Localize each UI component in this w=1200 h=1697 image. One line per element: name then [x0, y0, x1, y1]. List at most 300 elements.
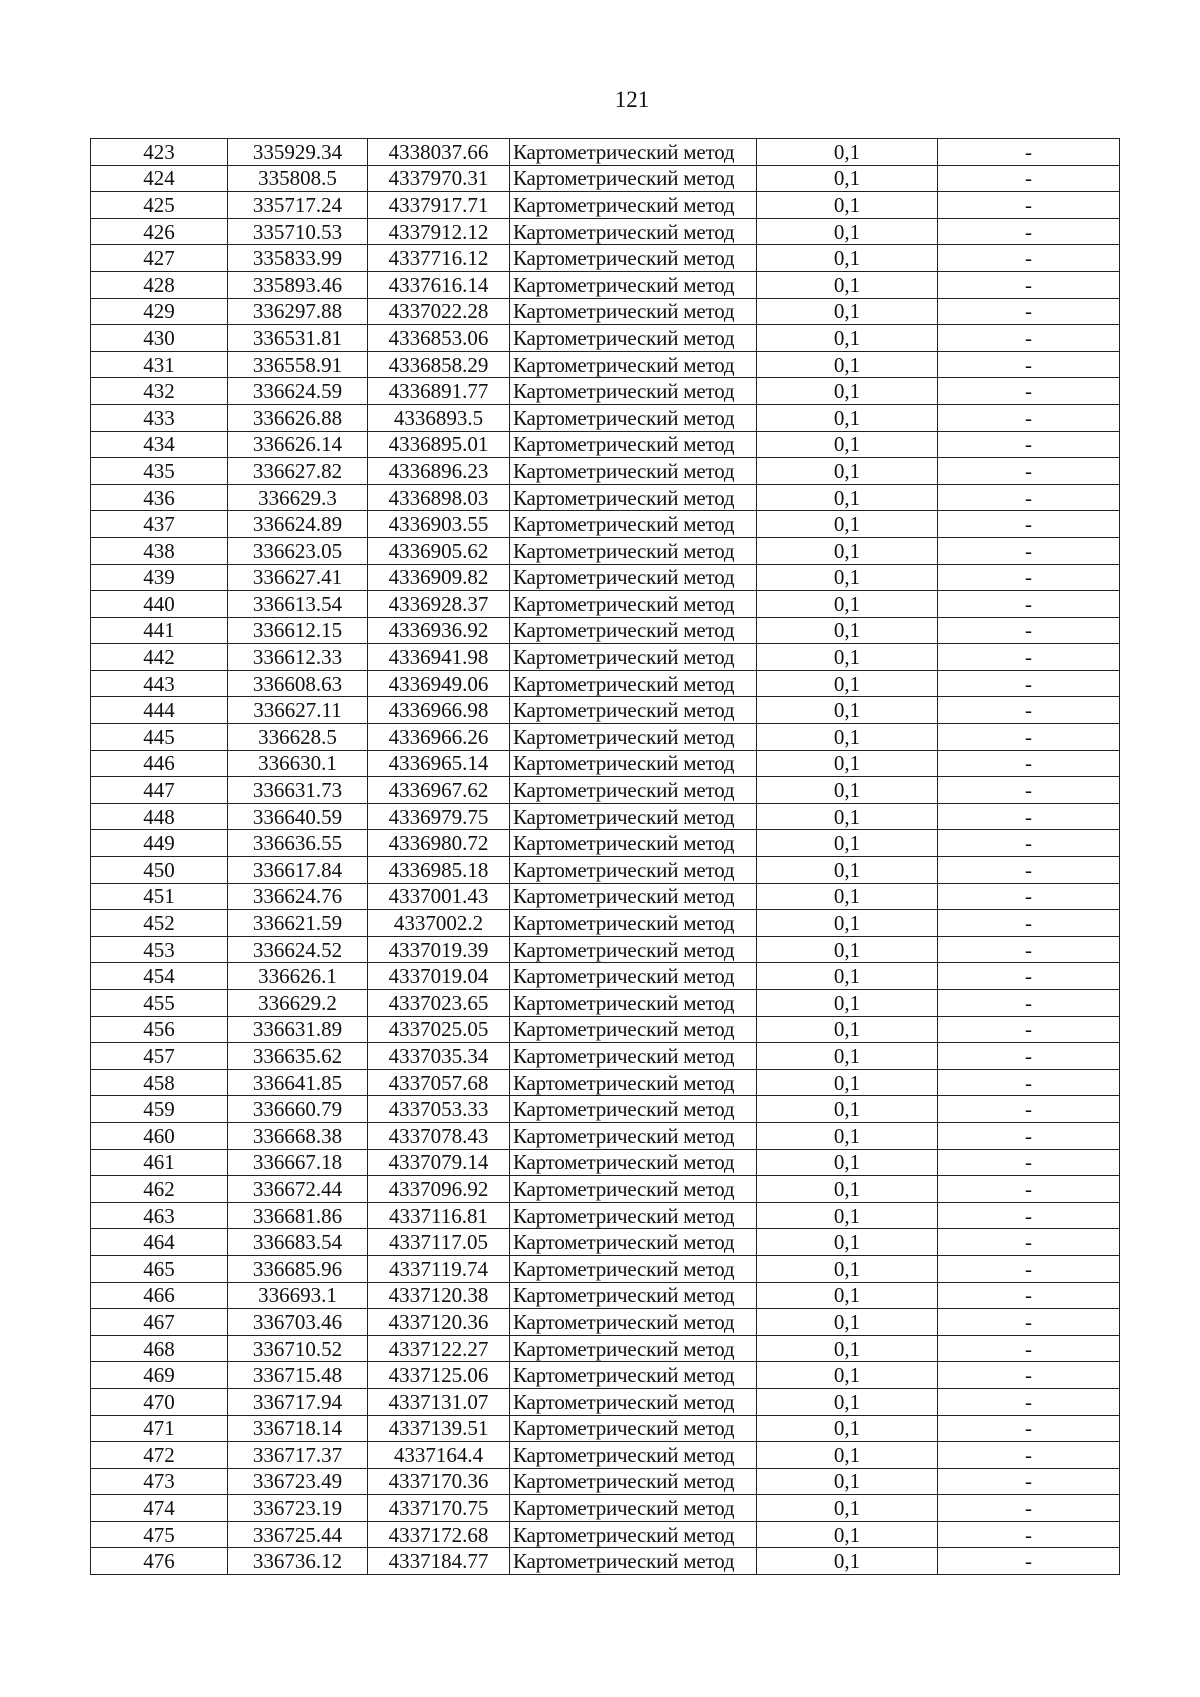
x-coordinate-cell: 336297.88	[228, 298, 368, 325]
y-coordinate-cell: 4337025.05	[368, 1016, 510, 1043]
x-coordinate-cell: 335808.5	[228, 165, 368, 192]
table-row	[91, 750, 1120, 777]
x-coordinate-cell: 336624.76	[228, 883, 368, 910]
point-number-cell: 451	[91, 883, 228, 910]
accuracy-cell: 0,1	[757, 803, 938, 830]
accuracy-cell: 0,1	[757, 936, 938, 963]
table-row	[91, 271, 1120, 298]
point-number-cell: 474	[91, 1495, 228, 1522]
point-number-cell: 432	[91, 378, 228, 405]
table-row	[91, 511, 1120, 538]
note-cell: -	[938, 1468, 1120, 1495]
method-cell: Картометрический метод	[510, 325, 757, 352]
accuracy-cell: 0,1	[757, 750, 938, 777]
y-coordinate-cell: 4337035.34	[368, 1043, 510, 1070]
table-row	[91, 617, 1120, 644]
table-row	[91, 1548, 1120, 1575]
table-row	[91, 325, 1120, 352]
x-coordinate-cell: 336612.33	[228, 644, 368, 671]
x-coordinate-cell: 336624.52	[228, 936, 368, 963]
y-coordinate-cell: 4337170.36	[368, 1468, 510, 1495]
y-coordinate-cell: 4337172.68	[368, 1521, 510, 1548]
method-cell: Картометрический метод	[510, 936, 757, 963]
note-cell: -	[938, 1255, 1120, 1282]
accuracy-cell: 0,1	[757, 617, 938, 644]
point-number-cell: 443	[91, 670, 228, 697]
accuracy-cell: 0,1	[757, 1548, 938, 1575]
method-cell: Картометрический метод	[510, 271, 757, 298]
method-cell: Картометрический метод	[510, 1521, 757, 1548]
point-number-cell: 428	[91, 271, 228, 298]
accuracy-cell: 0,1	[757, 1202, 938, 1229]
accuracy-cell: 0,1	[757, 431, 938, 458]
note-cell: -	[938, 511, 1120, 538]
method-cell: Картометрический метод	[510, 1043, 757, 1070]
y-coordinate-cell: 4337120.36	[368, 1309, 510, 1336]
method-cell: Картометрический метод	[510, 1229, 757, 1256]
point-number-cell: 468	[91, 1335, 228, 1362]
y-coordinate-cell: 4337184.77	[368, 1548, 510, 1575]
point-number-cell: 434	[91, 431, 228, 458]
point-number-cell: 455	[91, 990, 228, 1017]
method-cell: Картометрический метод	[510, 777, 757, 804]
y-coordinate-cell: 4336985.18	[368, 857, 510, 884]
accuracy-cell: 0,1	[757, 1415, 938, 1442]
y-coordinate-cell: 4336936.92	[368, 617, 510, 644]
table-row	[91, 1388, 1120, 1415]
method-cell: Картометрический метод	[510, 1415, 757, 1442]
table-row	[91, 1229, 1120, 1256]
method-cell: Картометрический метод	[510, 1282, 757, 1309]
note-cell: -	[938, 1282, 1120, 1309]
x-coordinate-cell: 336685.96	[228, 1255, 368, 1282]
x-coordinate-cell: 336683.54	[228, 1229, 368, 1256]
accuracy-cell: 0,1	[757, 1388, 938, 1415]
method-cell: Картометрический метод	[510, 351, 757, 378]
note-cell: -	[938, 1388, 1120, 1415]
point-number-cell: 435	[91, 458, 228, 485]
table-row	[91, 910, 1120, 937]
note-cell: -	[938, 298, 1120, 325]
point-number-cell: 463	[91, 1202, 228, 1229]
table-row	[91, 484, 1120, 511]
y-coordinate-cell: 4337022.28	[368, 298, 510, 325]
table-row	[91, 670, 1120, 697]
method-cell: Картометрический метод	[510, 218, 757, 245]
accuracy-cell: 0,1	[757, 883, 938, 910]
method-cell: Картометрический метод	[510, 431, 757, 458]
x-coordinate-cell: 336668.38	[228, 1122, 368, 1149]
note-cell: -	[938, 1202, 1120, 1229]
x-coordinate-cell: 335929.34	[228, 139, 368, 166]
table-row	[91, 245, 1120, 272]
point-number-cell: 442	[91, 644, 228, 671]
point-number-cell: 441	[91, 617, 228, 644]
y-coordinate-cell: 4337119.74	[368, 1255, 510, 1282]
accuracy-cell: 0,1	[757, 1362, 938, 1389]
accuracy-cell: 0,1	[757, 591, 938, 618]
note-cell: -	[938, 404, 1120, 431]
y-coordinate-cell: 4337912.12	[368, 218, 510, 245]
method-cell: Картометрический метод	[510, 724, 757, 751]
accuracy-cell: 0,1	[757, 830, 938, 857]
method-cell: Картометрический метод	[510, 1122, 757, 1149]
y-coordinate-cell: 4337116.81	[368, 1202, 510, 1229]
x-coordinate-cell: 336631.73	[228, 777, 368, 804]
x-coordinate-cell: 336672.44	[228, 1176, 368, 1203]
table-row	[91, 1149, 1120, 1176]
note-cell: -	[938, 857, 1120, 884]
point-number-cell: 453	[91, 936, 228, 963]
method-cell: Картометрический метод	[510, 139, 757, 166]
method-cell: Картометрический метод	[510, 750, 757, 777]
y-coordinate-cell: 4336966.98	[368, 697, 510, 724]
accuracy-cell: 0,1	[757, 1335, 938, 1362]
x-coordinate-cell: 336621.59	[228, 910, 368, 937]
x-coordinate-cell: 336627.41	[228, 564, 368, 591]
x-coordinate-cell: 335717.24	[228, 192, 368, 219]
y-coordinate-cell: 4337616.14	[368, 271, 510, 298]
point-number-cell: 472	[91, 1442, 228, 1469]
x-coordinate-cell: 336660.79	[228, 1096, 368, 1123]
table-row	[91, 1069, 1120, 1096]
y-coordinate-cell: 4336898.03	[368, 484, 510, 511]
point-number-cell: 424	[91, 165, 228, 192]
accuracy-cell: 0,1	[757, 1122, 938, 1149]
accuracy-cell: 0,1	[757, 1043, 938, 1070]
accuracy-cell: 0,1	[757, 1069, 938, 1096]
y-coordinate-cell: 4337053.33	[368, 1096, 510, 1123]
method-cell: Картометрический метод	[510, 1442, 757, 1469]
y-coordinate-cell: 4337019.04	[368, 963, 510, 990]
table-row	[91, 1468, 1120, 1495]
table-row	[91, 458, 1120, 485]
note-cell: -	[938, 644, 1120, 671]
point-number-cell: 448	[91, 803, 228, 830]
table-row	[91, 1309, 1120, 1336]
note-cell: -	[938, 963, 1120, 990]
point-number-cell: 458	[91, 1069, 228, 1096]
note-cell: -	[938, 1096, 1120, 1123]
point-number-cell: 444	[91, 697, 228, 724]
point-number-cell: 456	[91, 1016, 228, 1043]
point-number-cell: 465	[91, 1255, 228, 1282]
x-coordinate-cell: 336624.89	[228, 511, 368, 538]
y-coordinate-cell: 4337970.31	[368, 165, 510, 192]
note-cell: -	[938, 1362, 1120, 1389]
accuracy-cell: 0,1	[757, 245, 938, 272]
table-row	[91, 724, 1120, 751]
method-cell: Картометрический метод	[510, 857, 757, 884]
point-number-cell: 445	[91, 724, 228, 751]
method-cell: Картометрический метод	[510, 245, 757, 272]
accuracy-cell: 0,1	[757, 1149, 938, 1176]
note-cell: -	[938, 1149, 1120, 1176]
x-coordinate-cell: 336631.89	[228, 1016, 368, 1043]
table-row	[91, 990, 1120, 1017]
y-coordinate-cell: 4336967.62	[368, 777, 510, 804]
y-coordinate-cell: 4336980.72	[368, 830, 510, 857]
x-coordinate-cell: 336612.15	[228, 617, 368, 644]
method-cell: Картометрический метод	[510, 591, 757, 618]
y-coordinate-cell: 4336895.01	[368, 431, 510, 458]
note-cell: -	[938, 537, 1120, 564]
note-cell: -	[938, 617, 1120, 644]
point-number-cell: 425	[91, 192, 228, 219]
x-coordinate-cell: 336710.52	[228, 1335, 368, 1362]
note-cell: -	[938, 803, 1120, 830]
table-row	[91, 378, 1120, 405]
x-coordinate-cell: 336715.48	[228, 1362, 368, 1389]
point-number-cell: 438	[91, 537, 228, 564]
note-cell: -	[938, 1335, 1120, 1362]
y-coordinate-cell: 4337164.4	[368, 1442, 510, 1469]
accuracy-cell: 0,1	[757, 644, 938, 671]
table-row	[91, 1442, 1120, 1469]
table-row	[91, 1202, 1120, 1229]
method-cell: Картометрический метод	[510, 1149, 757, 1176]
table-row	[91, 165, 1120, 192]
point-number-cell: 457	[91, 1043, 228, 1070]
accuracy-cell: 0,1	[757, 990, 938, 1017]
point-number-cell: 473	[91, 1468, 228, 1495]
y-coordinate-cell: 4336909.82	[368, 564, 510, 591]
note-cell: -	[938, 458, 1120, 485]
y-coordinate-cell: 4338037.66	[368, 139, 510, 166]
method-cell: Картометрический метод	[510, 670, 757, 697]
accuracy-cell: 0,1	[757, 271, 938, 298]
note-cell: -	[938, 750, 1120, 777]
method-cell: Картометрический метод	[510, 1388, 757, 1415]
accuracy-cell: 0,1	[757, 1442, 938, 1469]
y-coordinate-cell: 4336949.06	[368, 670, 510, 697]
table-row	[91, 591, 1120, 618]
point-number-cell: 439	[91, 564, 228, 591]
note-cell: -	[938, 431, 1120, 458]
point-number-cell: 464	[91, 1229, 228, 1256]
table-row	[91, 431, 1120, 458]
method-cell: Картометрический метод	[510, 830, 757, 857]
method-cell: Картометрический метод	[510, 165, 757, 192]
y-coordinate-cell: 4336893.5	[368, 404, 510, 431]
x-coordinate-cell: 336623.05	[228, 537, 368, 564]
note-cell: -	[938, 1176, 1120, 1203]
table-row	[91, 1415, 1120, 1442]
x-coordinate-cell: 335710.53	[228, 218, 368, 245]
method-cell: Картометрический метод	[510, 458, 757, 485]
coordinates-table-body	[91, 139, 1120, 1575]
table-row	[91, 139, 1120, 166]
point-number-cell: 476	[91, 1548, 228, 1575]
point-number-cell: 475	[91, 1521, 228, 1548]
note-cell: -	[938, 1069, 1120, 1096]
x-coordinate-cell: 336703.46	[228, 1309, 368, 1336]
y-coordinate-cell: 4337139.51	[368, 1415, 510, 1442]
y-coordinate-cell: 4336896.23	[368, 458, 510, 485]
table-row	[91, 1255, 1120, 1282]
x-coordinate-cell: 336636.55	[228, 830, 368, 857]
table-row	[91, 537, 1120, 564]
note-cell: -	[938, 990, 1120, 1017]
x-coordinate-cell: 336617.84	[228, 857, 368, 884]
table-row	[91, 936, 1120, 963]
method-cell: Картометрический метод	[510, 990, 757, 1017]
method-cell: Картометрический метод	[510, 1335, 757, 1362]
y-coordinate-cell: 4336928.37	[368, 591, 510, 618]
point-number-cell: 471	[91, 1415, 228, 1442]
y-coordinate-cell: 4337117.05	[368, 1229, 510, 1256]
note-cell: -	[938, 139, 1120, 166]
y-coordinate-cell: 4337170.75	[368, 1495, 510, 1522]
accuracy-cell: 0,1	[757, 404, 938, 431]
table-row	[91, 192, 1120, 219]
y-coordinate-cell: 4337001.43	[368, 883, 510, 910]
point-number-cell: 450	[91, 857, 228, 884]
method-cell: Картометрический метод	[510, 404, 757, 431]
accuracy-cell: 0,1	[757, 351, 938, 378]
table-row	[91, 1495, 1120, 1522]
note-cell: -	[938, 910, 1120, 937]
point-number-cell: 449	[91, 830, 228, 857]
method-cell: Картометрический метод	[510, 537, 757, 564]
x-coordinate-cell: 336624.59	[228, 378, 368, 405]
x-coordinate-cell: 336628.5	[228, 724, 368, 751]
method-cell: Картометрический метод	[510, 1309, 757, 1336]
point-number-cell: 431	[91, 351, 228, 378]
method-cell: Картометрический метод	[510, 564, 757, 591]
note-cell: -	[938, 1415, 1120, 1442]
method-cell: Картометрический метод	[510, 803, 757, 830]
accuracy-cell: 0,1	[757, 963, 938, 990]
x-coordinate-cell: 336681.86	[228, 1202, 368, 1229]
accuracy-cell: 0,1	[757, 777, 938, 804]
table-row	[91, 351, 1120, 378]
accuracy-cell: 0,1	[757, 697, 938, 724]
page-number: 121	[614, 87, 650, 112]
accuracy-cell: 0,1	[757, 139, 938, 166]
method-cell: Картометрический метод	[510, 617, 757, 644]
accuracy-cell: 0,1	[757, 564, 938, 591]
point-number-cell: 436	[91, 484, 228, 511]
y-coordinate-cell: 4336905.62	[368, 537, 510, 564]
point-number-cell: 440	[91, 591, 228, 618]
table-row	[91, 1096, 1120, 1123]
y-coordinate-cell: 4337125.06	[368, 1362, 510, 1389]
x-coordinate-cell: 336558.91	[228, 351, 368, 378]
x-coordinate-cell: 336629.2	[228, 990, 368, 1017]
accuracy-cell: 0,1	[757, 1176, 938, 1203]
note-cell: -	[938, 245, 1120, 272]
y-coordinate-cell: 4337120.38	[368, 1282, 510, 1309]
table-row	[91, 564, 1120, 591]
accuracy-cell: 0,1	[757, 458, 938, 485]
note-cell: -	[938, 271, 1120, 298]
method-cell: Картометрический метод	[510, 1548, 757, 1575]
accuracy-cell: 0,1	[757, 1255, 938, 1282]
x-coordinate-cell: 336531.81	[228, 325, 368, 352]
method-cell: Картометрический метод	[510, 1096, 757, 1123]
table-row	[91, 1043, 1120, 1070]
method-cell: Картометрический метод	[510, 697, 757, 724]
accuracy-cell: 0,1	[757, 1468, 938, 1495]
x-coordinate-cell: 336640.59	[228, 803, 368, 830]
note-cell: -	[938, 1229, 1120, 1256]
y-coordinate-cell: 4337023.65	[368, 990, 510, 1017]
y-coordinate-cell: 4336965.14	[368, 750, 510, 777]
accuracy-cell: 0,1	[757, 378, 938, 405]
method-cell: Картометрический метод	[510, 910, 757, 937]
table-row	[91, 1282, 1120, 1309]
point-number-cell: 423	[91, 139, 228, 166]
note-cell: -	[938, 777, 1120, 804]
note-cell: -	[938, 192, 1120, 219]
x-coordinate-cell: 336626.1	[228, 963, 368, 990]
note-cell: -	[938, 1442, 1120, 1469]
note-cell: -	[938, 936, 1120, 963]
point-number-cell: 459	[91, 1096, 228, 1123]
method-cell: Картометрический метод	[510, 1495, 757, 1522]
point-number-cell: 429	[91, 298, 228, 325]
table-row	[91, 857, 1120, 884]
x-coordinate-cell: 336641.85	[228, 1069, 368, 1096]
table-row	[91, 697, 1120, 724]
table-row	[91, 218, 1120, 245]
method-cell: Картометрический метод	[510, 963, 757, 990]
y-coordinate-cell: 4337716.12	[368, 245, 510, 272]
note-cell: -	[938, 1043, 1120, 1070]
x-coordinate-cell: 336723.19	[228, 1495, 368, 1522]
note-cell: -	[938, 1309, 1120, 1336]
coordinates-table	[90, 138, 1120, 1575]
method-cell: Картометрический метод	[510, 511, 757, 538]
x-coordinate-cell: 335833.99	[228, 245, 368, 272]
point-number-cell: 447	[91, 777, 228, 804]
x-coordinate-cell: 336630.1	[228, 750, 368, 777]
y-coordinate-cell: 4336903.55	[368, 511, 510, 538]
method-cell: Картометрический метод	[510, 1069, 757, 1096]
method-cell: Картометрический метод	[510, 883, 757, 910]
note-cell: -	[938, 830, 1120, 857]
y-coordinate-cell: 4337079.14	[368, 1149, 510, 1176]
method-cell: Картометрический метод	[510, 1468, 757, 1495]
accuracy-cell: 0,1	[757, 298, 938, 325]
accuracy-cell: 0,1	[757, 325, 938, 352]
y-coordinate-cell: 4336979.75	[368, 803, 510, 830]
method-cell: Картометрический метод	[510, 1176, 757, 1203]
y-coordinate-cell: 4337057.68	[368, 1069, 510, 1096]
point-number-cell: 469	[91, 1362, 228, 1389]
x-coordinate-cell: 336736.12	[228, 1548, 368, 1575]
x-coordinate-cell: 336725.44	[228, 1521, 368, 1548]
y-coordinate-cell: 4336858.29	[368, 351, 510, 378]
accuracy-cell: 0,1	[757, 1521, 938, 1548]
method-cell: Картометрический метод	[510, 1362, 757, 1389]
x-coordinate-cell: 336627.11	[228, 697, 368, 724]
x-coordinate-cell: 336627.82	[228, 458, 368, 485]
method-cell: Картометрический метод	[510, 378, 757, 405]
point-number-cell: 452	[91, 910, 228, 937]
table-row	[91, 644, 1120, 671]
y-coordinate-cell: 4336941.98	[368, 644, 510, 671]
note-cell: -	[938, 484, 1120, 511]
accuracy-cell: 0,1	[757, 218, 938, 245]
x-coordinate-cell: 336693.1	[228, 1282, 368, 1309]
method-cell: Картометрический метод	[510, 484, 757, 511]
table-row	[91, 1122, 1120, 1149]
note-cell: -	[938, 1548, 1120, 1575]
y-coordinate-cell: 4337019.39	[368, 936, 510, 963]
table-row	[91, 404, 1120, 431]
